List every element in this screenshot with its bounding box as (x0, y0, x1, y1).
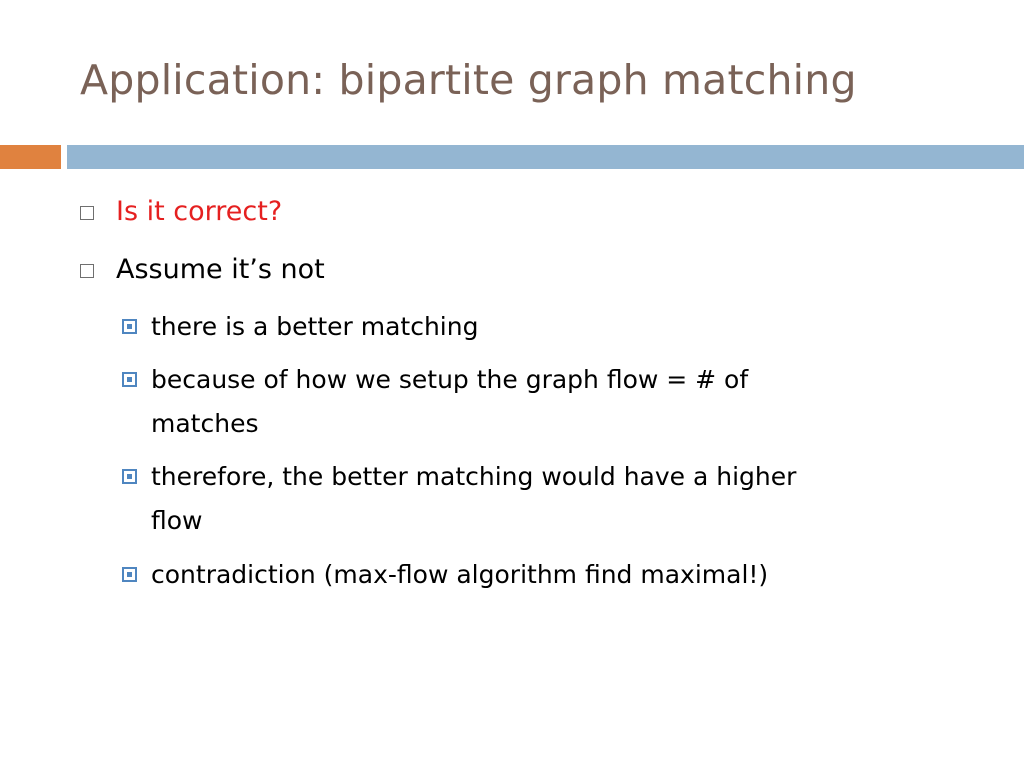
filled-square-box-icon (122, 319, 137, 334)
sub-bullet-line: therefore, the better matching would have a higher (151, 462, 797, 491)
hollow-square-icon (80, 264, 94, 278)
accent-bar-blue (67, 145, 1024, 169)
bullet-text: Assume it’s not (116, 254, 325, 285)
sub-bullet-text (151, 455, 931, 543)
sub-bullet-line: contradiction (max-flow algorithm find maximal!) (151, 560, 769, 589)
filled-square-box-icon (122, 372, 137, 387)
bullet-text: Is it correct? (116, 196, 283, 227)
sub-bullet-line: matches (151, 409, 259, 438)
sub-bullet-text (151, 305, 931, 349)
sub-bullet-text (151, 358, 931, 446)
sub-bullet-line: because of how we setup the graph flow = # of (151, 365, 749, 394)
filled-square-box-icon (122, 469, 137, 484)
sub-bullet-text (151, 553, 931, 597)
slide-title: Application: bipartite graph matching (80, 56, 857, 104)
sub-bullet-line: flow (151, 506, 203, 535)
hollow-square-icon (80, 206, 94, 220)
sub-bullet-line: there is a better matching (151, 312, 479, 341)
accent-bar-orange (0, 145, 61, 169)
filled-square-box-icon (122, 567, 137, 582)
